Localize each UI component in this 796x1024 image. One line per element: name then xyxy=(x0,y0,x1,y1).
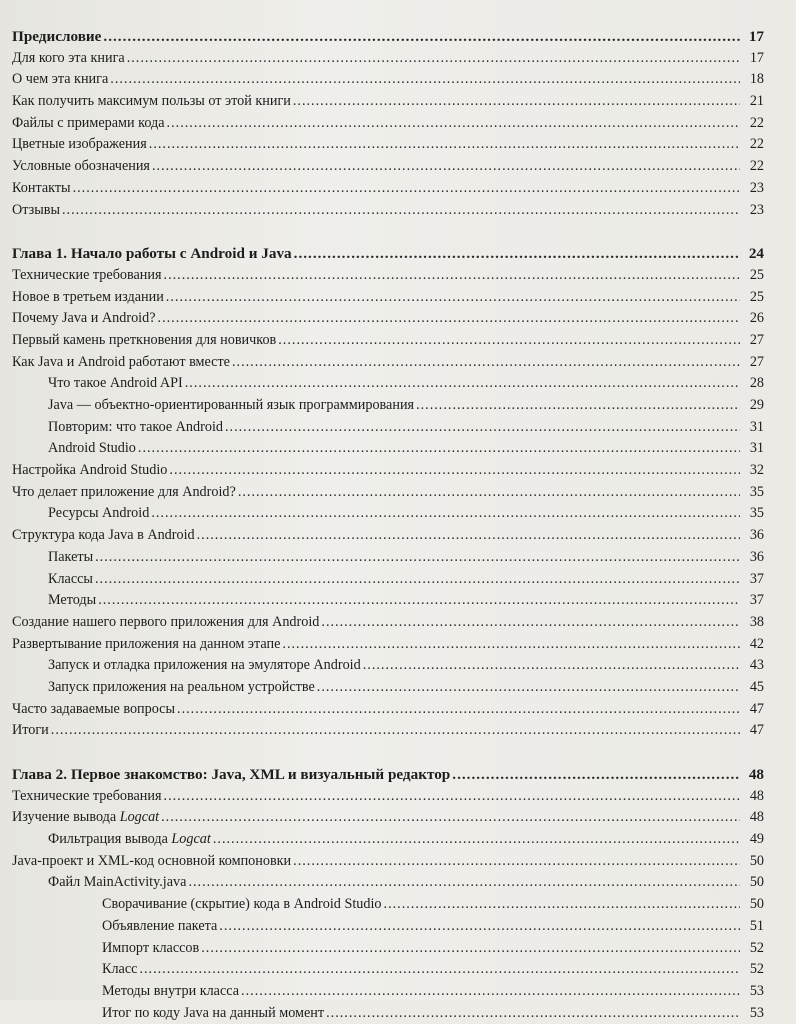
entry-label: Классы xyxy=(48,570,93,587)
toc-entry[interactable] xyxy=(12,265,764,287)
leader-dots xyxy=(95,569,740,591)
toc-entry[interactable] xyxy=(12,851,764,873)
page-number: 37 xyxy=(749,570,764,587)
page-number: 25 xyxy=(749,288,764,305)
entry-label: Структура кода Java в Android xyxy=(12,527,195,544)
leader-dots xyxy=(326,1003,740,1024)
chapter-title: Предисловие xyxy=(12,28,102,45)
toc-entry[interactable] xyxy=(12,872,764,894)
toc-entry[interactable] xyxy=(12,525,764,547)
page-number: 31 xyxy=(749,440,764,457)
toc-entry[interactable] xyxy=(12,959,764,981)
page-number: 49 xyxy=(749,831,764,848)
page-number: 35 xyxy=(749,505,764,522)
toc-entry[interactable] xyxy=(12,720,764,742)
page-number: 32 xyxy=(749,462,764,479)
leader-dots xyxy=(219,916,740,938)
toc-entry[interactable] xyxy=(12,330,764,352)
toc-entry[interactable] xyxy=(12,916,764,938)
leader-dots xyxy=(416,395,740,417)
leader-dots xyxy=(167,113,740,135)
entry-label: Запуск приложения на реальном устройстве xyxy=(48,678,315,695)
leader-dots xyxy=(294,243,740,265)
leader-dots xyxy=(95,547,740,569)
page-number: 36 xyxy=(749,548,764,565)
leader-dots xyxy=(110,69,740,91)
entry-label: Настройка Android Studio xyxy=(12,462,168,479)
entry-label: Повторим: что такое Android xyxy=(48,418,223,435)
leader-dots xyxy=(158,308,740,330)
entry-label: Пакеты xyxy=(48,548,94,565)
entry-label: Новое в третьем издании xyxy=(12,288,164,305)
toc-entry[interactable] xyxy=(12,156,764,178)
toc-entry[interactable] xyxy=(12,981,764,1003)
page-number: 28 xyxy=(749,375,764,392)
entry-label: Объявление пакета xyxy=(102,917,218,934)
entry-label xyxy=(12,807,159,829)
page-number: 45 xyxy=(749,678,764,695)
chapter-title: Глава 2. Первое знакомство: Java, XML и визуальный редактор xyxy=(12,766,451,783)
toc-chapter-heading[interactable] xyxy=(12,243,764,265)
entry-label: Класс xyxy=(102,961,138,978)
leader-dots xyxy=(317,677,740,699)
entry-label: Android Studio xyxy=(48,440,136,457)
leader-dots xyxy=(149,134,740,156)
entry-label: Технические требования xyxy=(12,266,162,283)
toc-section-chapter-2 xyxy=(12,764,764,1024)
toc-entry[interactable] xyxy=(12,134,764,156)
leader-dots xyxy=(201,938,740,960)
leader-dots xyxy=(197,525,740,547)
leader-dots xyxy=(161,807,740,829)
page-number: 50 xyxy=(749,874,764,891)
page-number: 22 xyxy=(749,114,764,131)
page-number: 17 xyxy=(749,49,764,66)
toc-entry[interactable] xyxy=(12,807,764,829)
toc-chapter-heading[interactable] xyxy=(12,764,764,786)
leader-dots xyxy=(62,200,740,222)
entry-label: Методы внутри класса xyxy=(102,982,240,999)
leader-dots xyxy=(213,829,740,851)
leader-dots xyxy=(164,786,740,808)
toc-entry[interactable] xyxy=(12,352,764,374)
leader-dots xyxy=(232,352,740,374)
entry-label: О чем эта книга xyxy=(12,71,109,88)
leader-dots xyxy=(98,590,740,612)
entry-label: Создание нашего первого приложения для Android xyxy=(12,613,320,630)
leader-dots xyxy=(103,26,740,48)
page-number: 50 xyxy=(749,852,764,869)
toc-entry[interactable] xyxy=(12,655,764,677)
page-number: 35 xyxy=(749,483,764,500)
leader-dots xyxy=(188,872,740,894)
toc-entry[interactable] xyxy=(12,894,764,916)
leader-dots xyxy=(152,156,740,178)
entry-label: Отзывы xyxy=(12,201,60,218)
page-number: 47 xyxy=(749,722,764,739)
leader-dots xyxy=(185,373,740,395)
entry-label: Развертывание приложения на данном этапе xyxy=(12,635,281,652)
entry-label: Почему Java и Android? xyxy=(12,310,156,327)
leader-dots xyxy=(321,612,740,634)
leader-dots xyxy=(225,417,740,439)
entry-label: Методы xyxy=(48,592,97,609)
entry-label: Java-проект и XML-код основной компоновки xyxy=(12,852,292,869)
page-number: 53 xyxy=(749,982,764,999)
page-number: 36 xyxy=(749,527,764,544)
entry-label: Для кого эта книга xyxy=(12,49,125,66)
page-number: 23 xyxy=(749,179,764,196)
toc-entry[interactable] xyxy=(12,829,764,851)
entry-label: Контакты xyxy=(12,179,71,196)
page-number: 31 xyxy=(749,418,764,435)
entry-label-emphasis: Logcat xyxy=(171,831,211,848)
toc-entry[interactable] xyxy=(12,569,764,591)
toc-entry[interactable] xyxy=(12,460,764,482)
toc-entry[interactable] xyxy=(12,287,764,309)
entry-label-text: Фильтрация вывода xyxy=(48,831,172,848)
page-number: 24 xyxy=(748,245,764,263)
entry-label: Итог по коду Java на данный момент xyxy=(102,1004,325,1021)
entry-label: Ресурсы Android xyxy=(48,505,150,522)
toc-entry[interactable] xyxy=(12,503,764,525)
entry-label: Сворачивание (скрытие) кода в Android Studio xyxy=(102,896,382,913)
page-number: 18 xyxy=(749,71,764,88)
entry-label-emphasis: Logcat xyxy=(119,809,160,826)
entry-label: Файлы с примерами кода xyxy=(12,114,165,131)
entry-label xyxy=(48,829,211,851)
leader-dots xyxy=(51,720,740,742)
toc-section-chapter-1 xyxy=(12,243,764,742)
page-number: 48 xyxy=(748,766,764,783)
page-number: 48 xyxy=(749,809,764,826)
page-number: 23 xyxy=(749,201,764,218)
toc-entry[interactable] xyxy=(12,308,764,330)
page-number: 48 xyxy=(749,787,764,804)
leader-dots xyxy=(363,655,740,677)
toc-entry[interactable] xyxy=(12,786,764,808)
leader-dots xyxy=(166,287,740,309)
page-number: 17 xyxy=(748,28,764,45)
leader-dots xyxy=(139,959,740,981)
leader-dots xyxy=(293,91,740,113)
leader-dots xyxy=(164,265,740,287)
toc-entry[interactable] xyxy=(12,612,764,634)
toc-entry[interactable] xyxy=(12,373,764,395)
page-number: 22 xyxy=(749,136,764,153)
entry-label: Часто задаваемые вопросы xyxy=(12,700,176,717)
page-number: 51 xyxy=(749,917,764,934)
chapter-title: Глава 1. Начало работы с Android и Java xyxy=(12,245,292,263)
leader-dots xyxy=(241,981,740,1003)
entry-label: Как получить максимум пользы от этой книги xyxy=(12,93,291,110)
page-number: 47 xyxy=(749,700,764,717)
toc-entry[interactable] xyxy=(12,590,764,612)
toc-entry[interactable] xyxy=(12,699,764,721)
toc-chapter-heading[interactable] xyxy=(12,26,764,48)
page-number: 37 xyxy=(749,592,764,609)
entry-label: Как Java и Android работают вместе xyxy=(12,353,230,370)
page-number: 50 xyxy=(749,896,764,913)
page-number: 21 xyxy=(749,93,764,110)
toc-entry[interactable] xyxy=(12,178,764,200)
page-number: 29 xyxy=(749,397,764,413)
page-number: 38 xyxy=(749,613,764,630)
leader-dots xyxy=(452,764,740,786)
toc-entry[interactable] xyxy=(12,634,764,656)
toc-entry[interactable] xyxy=(12,48,764,70)
toc-entry[interactable] xyxy=(12,438,764,460)
toc-entry[interactable] xyxy=(12,200,764,222)
leader-dots xyxy=(169,460,740,482)
leader-dots xyxy=(278,330,740,352)
entry-label: Что делает приложение для Android? xyxy=(12,483,236,500)
entry-label: Что такое Android API xyxy=(48,375,183,392)
leader-dots xyxy=(282,634,740,656)
toc-entry[interactable] xyxy=(12,91,764,113)
leader-dots xyxy=(73,178,740,200)
page-number: 43 xyxy=(749,657,764,674)
toc-entry[interactable] xyxy=(12,938,764,960)
toc-entry[interactable] xyxy=(12,395,764,417)
toc-section-preface xyxy=(12,26,764,221)
toc-entry[interactable] xyxy=(12,69,764,91)
page-number: 52 xyxy=(749,939,764,956)
entry-label-text: Изучение вывода xyxy=(12,809,120,826)
leader-dots xyxy=(177,699,740,721)
entry-label: Первый камень преткновения для новичков xyxy=(12,331,277,348)
leader-dots xyxy=(238,482,740,504)
page-number: 26 xyxy=(749,310,764,327)
leader-dots xyxy=(138,438,740,460)
toc-entry[interactable] xyxy=(12,417,764,439)
page-number: 25 xyxy=(749,266,764,283)
leader-dots xyxy=(384,894,740,916)
page-number: 22 xyxy=(749,158,764,175)
toc-entry[interactable] xyxy=(12,1003,764,1024)
page-number: 27 xyxy=(749,353,764,370)
toc-entry[interactable] xyxy=(12,547,764,569)
page-number: 42 xyxy=(749,635,764,652)
entry-label: Файл MainActivity.java xyxy=(48,874,187,891)
entry-label: Запуск и отладка приложения на эмуляторе Android xyxy=(48,657,361,674)
entry-label: Импорт классов xyxy=(102,939,200,956)
page-number: 27 xyxy=(749,331,764,348)
toc-entry[interactable] xyxy=(12,482,764,504)
entry-label: Цветные изображения xyxy=(12,136,147,153)
toc-entry[interactable] xyxy=(12,113,764,135)
leader-dots xyxy=(151,503,740,525)
leader-dots xyxy=(127,48,740,70)
page-number: 53 xyxy=(749,1004,764,1021)
entry-label: Java — объектно-ориентированный язык программирования xyxy=(48,397,415,413)
entry-label: Условные обозначения xyxy=(12,158,150,175)
page-number: 52 xyxy=(749,961,764,978)
leader-dots xyxy=(293,851,740,873)
toc-entry[interactable] xyxy=(12,677,764,699)
entry-label: Итоги xyxy=(12,722,49,739)
entry-label: Технические требования xyxy=(12,787,162,804)
